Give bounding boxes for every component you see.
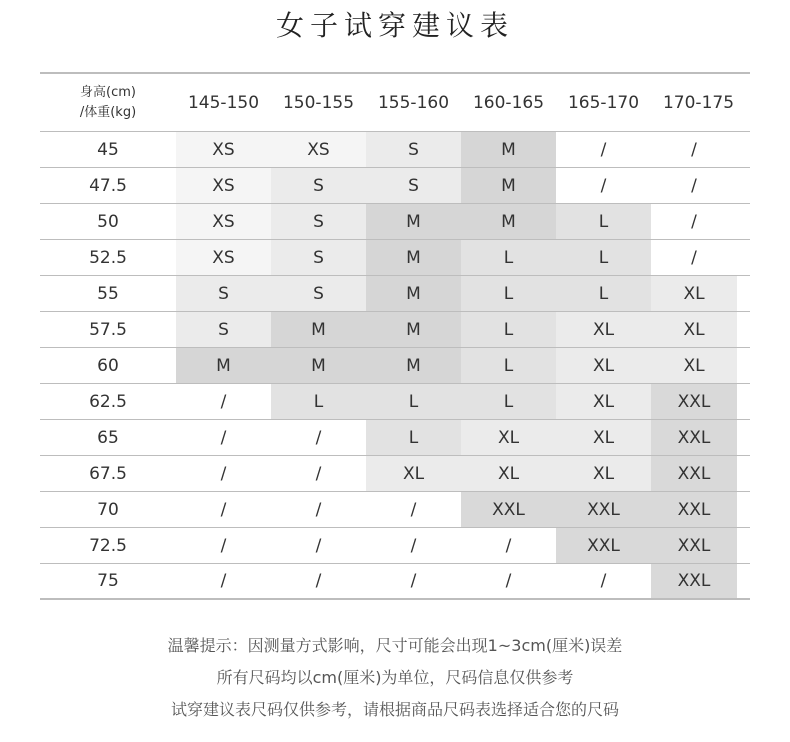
size-cell: / [176, 384, 271, 419]
size-cell: L [461, 240, 556, 275]
table-row [40, 240, 750, 276]
height-header: 150-155 [282, 92, 355, 113]
size-cell: L [271, 384, 366, 419]
size-cell: XL [651, 348, 737, 383]
size-cell: / [176, 564, 271, 598]
table-row [40, 492, 750, 528]
size-cell: L [556, 204, 651, 239]
size-cell: / [271, 456, 366, 491]
size-cell: L [556, 240, 651, 275]
size-cell: XS [176, 240, 271, 275]
size-table [40, 72, 750, 600]
note-line-2: 所有尺码均以cm(厘米)为单位，尺码信息仅供参考 [216, 668, 574, 687]
size-cell: XXL [651, 384, 737, 419]
weight-cell: 57.5 [89, 319, 127, 340]
size-cell: XXL [651, 492, 737, 527]
size-cell: / [176, 528, 271, 563]
size-cell: M [366, 240, 461, 275]
weight-cell: 67.5 [89, 463, 127, 484]
size-cell: XS [271, 132, 366, 167]
table-row [40, 204, 750, 240]
size-cell: / [176, 492, 271, 527]
size-cell: M [461, 132, 556, 167]
size-cell: M [461, 168, 556, 203]
size-cell: / [176, 420, 271, 455]
size-cell: / [271, 492, 366, 527]
table-row [40, 456, 750, 492]
size-cell: / [651, 168, 737, 203]
size-cell: / [271, 564, 366, 598]
weight-cell: 65 [97, 427, 119, 448]
size-cell: / [556, 132, 651, 167]
size-cell: / [176, 456, 271, 491]
size-cell: L [461, 312, 556, 347]
corner-header [40, 74, 176, 131]
table-row [40, 168, 750, 204]
size-cell: M [176, 348, 271, 383]
corner-height-label: 身高(cm) [80, 84, 136, 100]
size-cell: L [556, 276, 651, 311]
size-cell: XXL [556, 492, 651, 527]
size-cell: / [271, 420, 366, 455]
page-title: 女子试穿建议表 [275, 9, 514, 42]
height-header: 145-150 [187, 92, 260, 113]
table-row [40, 528, 750, 564]
weight-cell: 75 [97, 571, 119, 591]
size-cell: / [461, 528, 556, 563]
size-cell: XL [556, 384, 651, 419]
size-cell: S [366, 168, 461, 203]
size-cell: S [176, 276, 271, 311]
size-cell: XXL [651, 420, 737, 455]
size-cell: S [271, 240, 366, 275]
size-cell: XS [176, 132, 271, 167]
size-cell: M [366, 348, 461, 383]
size-cell: L [366, 420, 461, 455]
size-cell: / [366, 564, 461, 598]
size-cell: M [366, 312, 461, 347]
size-cell: / [651, 204, 737, 239]
weight-cell: 62.5 [89, 391, 127, 412]
size-cell: XL [556, 312, 651, 347]
size-cell: S [271, 276, 366, 311]
size-cell: / [556, 168, 651, 203]
height-header: 170-175 [662, 92, 735, 113]
size-cell: XS [176, 168, 271, 203]
size-cell: S [271, 168, 366, 203]
table-row [40, 420, 750, 456]
size-cell: / [651, 132, 737, 167]
size-cell: XL [556, 348, 651, 383]
note-line-1: 温馨提示：因测量方式影响，尺寸可能会出现1~3cm(厘米)误差 [167, 636, 623, 655]
size-cell: XXL [651, 564, 737, 598]
size-cell: XL [651, 276, 737, 311]
note-line-3: 试穿建议表尺码仅供参考，请根据商品尺码表选择适合您的尺码 [170, 700, 619, 719]
size-cell: XXL [556, 528, 651, 563]
size-cell: / [366, 528, 461, 563]
size-cell: XL [556, 456, 651, 491]
size-cell: S [366, 132, 461, 167]
size-cell: M [461, 204, 556, 239]
weight-cell: 60 [97, 355, 119, 376]
weight-cell: 72.5 [89, 535, 127, 556]
size-cell: M [366, 276, 461, 311]
table-row [40, 384, 750, 420]
size-cell: M [271, 312, 366, 347]
size-cell: XXL [461, 492, 556, 527]
size-cell: L [461, 276, 556, 311]
size-cell: L [366, 384, 461, 419]
size-cell: S [176, 312, 271, 347]
table-header-row [40, 72, 750, 132]
weight-cell: 47.5 [89, 175, 127, 196]
height-header: 165-170 [567, 92, 640, 113]
size-cell: / [461, 564, 556, 598]
table-row [40, 564, 750, 600]
weight-cell: 70 [97, 499, 119, 520]
size-cell: S [271, 204, 366, 239]
size-cell: XL [651, 312, 737, 347]
weight-cell: 50 [97, 211, 119, 232]
size-cell: XL [366, 456, 461, 491]
size-cell: XL [556, 420, 651, 455]
height-header: 160-165 [472, 92, 545, 113]
size-cell: / [651, 240, 737, 275]
size-cell: / [366, 492, 461, 527]
table-row [40, 132, 750, 168]
table-row [40, 312, 750, 348]
size-cell: / [556, 564, 651, 598]
size-cell: XS [176, 204, 271, 239]
table-row [40, 348, 750, 384]
corner-weight-label: /体重(kg) [79, 104, 137, 120]
table-row [40, 276, 750, 312]
size-cell: XL [461, 420, 556, 455]
size-cell: / [271, 528, 366, 563]
size-cell: XXL [651, 456, 737, 491]
size-cell: M [271, 348, 366, 383]
size-cell: L [461, 348, 556, 383]
size-cell: M [366, 204, 461, 239]
height-header: 155-160 [377, 92, 450, 113]
size-cell: XL [461, 456, 556, 491]
size-cell: L [461, 384, 556, 419]
weight-cell: 45 [97, 139, 119, 160]
weight-cell: 55 [97, 283, 119, 304]
size-cell: XXL [651, 528, 737, 563]
weight-cell: 52.5 [89, 247, 127, 268]
